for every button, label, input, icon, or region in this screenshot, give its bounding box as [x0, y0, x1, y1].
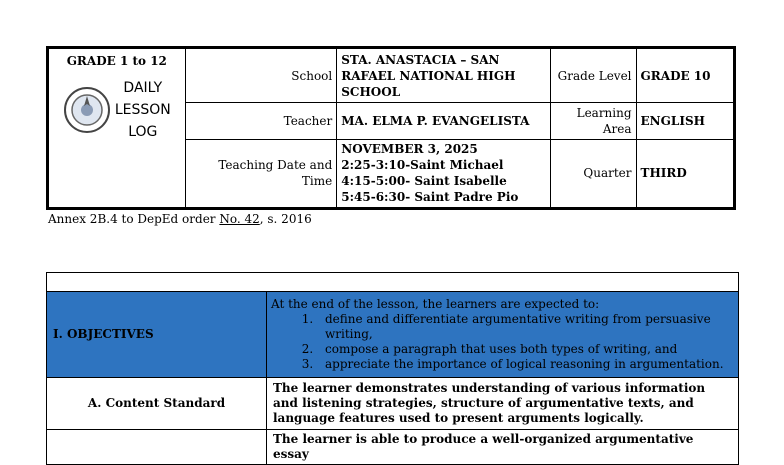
date-value	[337, 139, 551, 208]
grade-range: GRADE 1 to 12	[66, 54, 167, 68]
dll-line-2: LESSON	[114, 102, 171, 118]
quarter-label: Quarter	[551, 139, 636, 208]
learning-area-value: ENGLISH	[636, 103, 734, 140]
annex-prefix: Annex 2B.4 to DepEd order	[48, 212, 220, 226]
grade-cell	[48, 48, 186, 209]
objective-item: 2. compose a paragraph that uses both types of writing, and	[317, 342, 734, 357]
objectives-content	[267, 292, 739, 378]
content-standard-text: The learner demonstrates understanding of various information and listening strategies, structure of argumentative texts, and language features used to present arguments logically.	[267, 378, 739, 430]
teacher-label: Teacher	[185, 103, 337, 140]
dll-line-3: LOG	[128, 124, 158, 140]
school-label: School	[185, 48, 337, 103]
lesson-body-table	[46, 272, 739, 465]
dll-line-1: DAILY	[123, 80, 163, 96]
annex-note	[48, 212, 312, 226]
learning-area-label: Learning Area	[551, 103, 636, 140]
quarter-value: THIRD	[636, 139, 734, 208]
annex-suffix: , s. 2016	[259, 212, 312, 226]
date-line: 4:15-5:00- Saint Isabelle	[341, 174, 507, 189]
annex-order-no: No. 42	[219, 212, 260, 226]
school-value: STA. ANASTACIA – SAN RAFAEL NATIONAL HIGH SCHOOL	[337, 48, 551, 103]
grade-level-label: Grade Level	[551, 48, 636, 103]
deped-seal-icon	[63, 86, 111, 134]
performance-standard-title	[47, 430, 267, 465]
content-standard-title: A. Content Standard	[47, 378, 267, 430]
objective-item: 1. define and differentiate argumentative writing from persuasive writing,	[317, 312, 734, 342]
date-label: Teaching Date and Time	[185, 139, 337, 208]
lesson-header-table	[46, 46, 736, 210]
blank-row	[47, 273, 739, 292]
date-line: 2:25-3:10-Saint Michael	[341, 158, 504, 173]
objectives-intro: At the end of the lesson, the learners are expected to:	[271, 297, 600, 311]
objectives-list	[271, 312, 734, 372]
teacher-value: MA. ELMA P. EVANGELISTA	[337, 103, 551, 140]
grade-level-value: GRADE 10	[636, 48, 734, 103]
date-line: NOVEMBER 3, 2025	[341, 142, 478, 157]
objectives-title: I. OBJECTIVES	[47, 292, 267, 378]
date-line: 5:45-6:30- Saint Padre Pio	[341, 190, 519, 205]
performance-standard-text: The learner is able to produce a well-organized argumentative essay	[267, 430, 739, 465]
objective-item: 3. appreciate the importance of logical reasoning in argumentation.	[317, 357, 734, 372]
